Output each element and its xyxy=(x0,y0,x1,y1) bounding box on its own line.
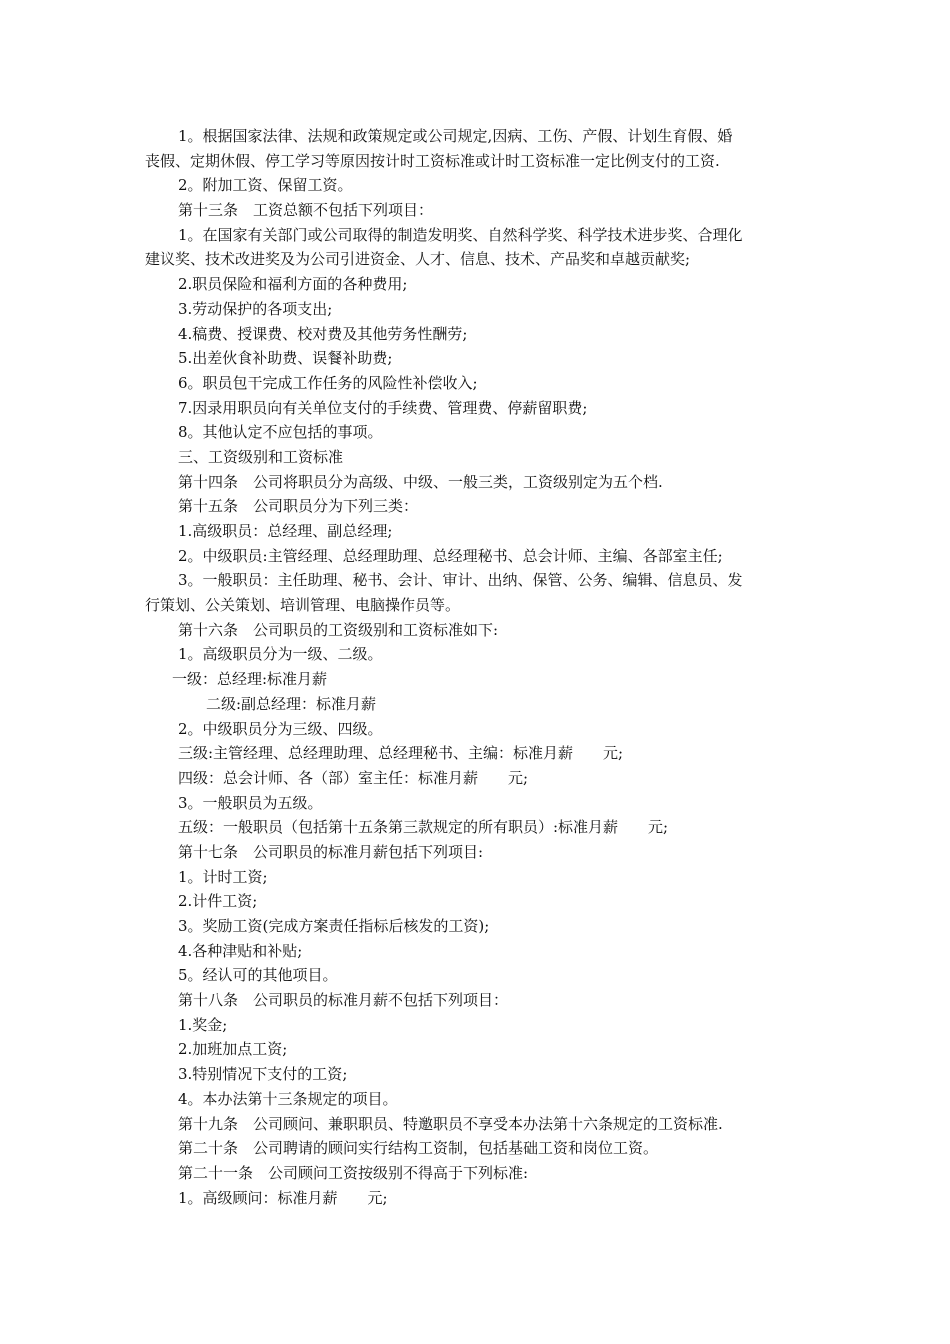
text-line: 第十七条 公司职员的标准月薪包括下列项目: xyxy=(178,842,484,861)
text-line: 第二十条 公司聘请的顾问实行结构工资制，包括基础工资和岗位工资。 xyxy=(178,1139,659,1158)
text-line: 行策划、公关策划、培训管理、电脑操作员等。 xyxy=(145,596,461,615)
text-line: 3.特别情况下支付的工资; xyxy=(178,1065,348,1084)
text-line: 第十四条 公司将职员分为高级、中级、一般三类，工资级别定为五个档. xyxy=(178,472,663,491)
text-line: 二级:副总经理：标准月薪 xyxy=(206,694,377,713)
text-line: 3。奖励工资(完成方案责任指标后核发的工资); xyxy=(178,917,490,935)
text-line: 4.各种津贴和补贴; xyxy=(178,941,303,960)
text-line: 四级：总会计师、各（部）室主任：标准月薪 元; xyxy=(178,768,529,787)
text-line: 2.计件工资; xyxy=(178,892,258,911)
text-line: 2。中级职员:主管经理、总经理助理、总经理秘书、总会计师、主编、各部室主任; xyxy=(178,546,723,565)
text-line: 一级：总经理:标准月薪 xyxy=(172,670,328,689)
text-line: 第十五条 公司职员分为下列三类： xyxy=(178,497,419,516)
text-line: 第十三条 工资总额不包括下列项目： xyxy=(178,201,434,220)
text-line: 3。一般职员为五级。 xyxy=(178,793,323,812)
text-line: 2.职员保险和福利方面的各种费用; xyxy=(178,275,408,294)
text-line: 2。附加工资、保留工资。 xyxy=(178,176,353,195)
text-line: 5。经认可的其他项目。 xyxy=(178,966,338,985)
text-line: 6。职员包干完成工作任务的风险性补偿收入; xyxy=(178,373,478,392)
text-line: 3。一般职员：主任助理、秘书、会计、审计、出纳、保管、公务、编辑、信息员、发 xyxy=(178,571,743,590)
text-line: 1。高级顾问：标准月薪 元; xyxy=(178,1188,388,1207)
text-line: 建议奖、技术改进奖及为公司引进资金、人才、信息、技术、产品奖和卓越贡献奖; xyxy=(145,250,691,269)
text-line: 4。本办法第十三条规定的项目。 xyxy=(178,1089,398,1108)
text-line: 2。中级职员分为三级、四级。 xyxy=(178,719,383,738)
text-line: 1。计时工资; xyxy=(178,867,268,886)
text-line: 1.高级职员：总经理、副总经理; xyxy=(178,522,393,540)
text-line: 8。其他认定不应包括的事项。 xyxy=(178,423,383,442)
text-line: 1。高级职员分为一级、二级。 xyxy=(178,645,383,664)
text-line: 1。根据国家法律、法规和政策规定或公司规定,因病、工伤、产假、计划生育假、婚 xyxy=(178,127,733,145)
text-line: 7.因录用职员向有关单位支付的手续费、管理费、停薪留职费; xyxy=(178,398,588,417)
document-body xyxy=(145,124,815,1210)
text-line: 丧假、定期休假、停工学习等原因按计时工资标准或计时工资标准一定比例支付的工资. xyxy=(145,151,720,170)
text-line: 三级:主管经理、总经理助理、总经理秘书、主编：标准月薪 元; xyxy=(178,744,624,763)
text-line: 2.加班加点工资; xyxy=(178,1040,288,1059)
text-line: 3.劳动保护的各项支出; xyxy=(178,299,333,318)
text-line: 1.奖金; xyxy=(178,1015,228,1034)
text-line: 五级：一般职员（包括第十五条第三款规定的所有职员）:标准月薪 元; xyxy=(178,818,669,837)
text-line: 5.出差伙食补助费、误餐补助费; xyxy=(178,349,393,368)
text-line: 三、工资级别和工资标准 xyxy=(178,447,344,466)
text-line: 第十八条 公司职员的标准月薪不包括下列项目： xyxy=(178,991,509,1010)
text-line: 第十九条 公司顾问、兼职职员、特邀职员不享受本办法第十六条规定的工资标准. xyxy=(178,1114,723,1133)
text-line: 4.稿费、授课费、校对费及其他劳务性酬劳; xyxy=(178,324,468,343)
text-line: 第二十一条 公司顾问工资按级别不得高于下列标准: xyxy=(178,1163,529,1182)
text-line: 1。在国家有关部门或公司取得的制造发明奖、自然科学奖、科学技术进步奖、合理化 xyxy=(178,225,743,244)
text-line: 第十六条 公司职员的工资级别和工资标准如下: xyxy=(178,620,499,639)
